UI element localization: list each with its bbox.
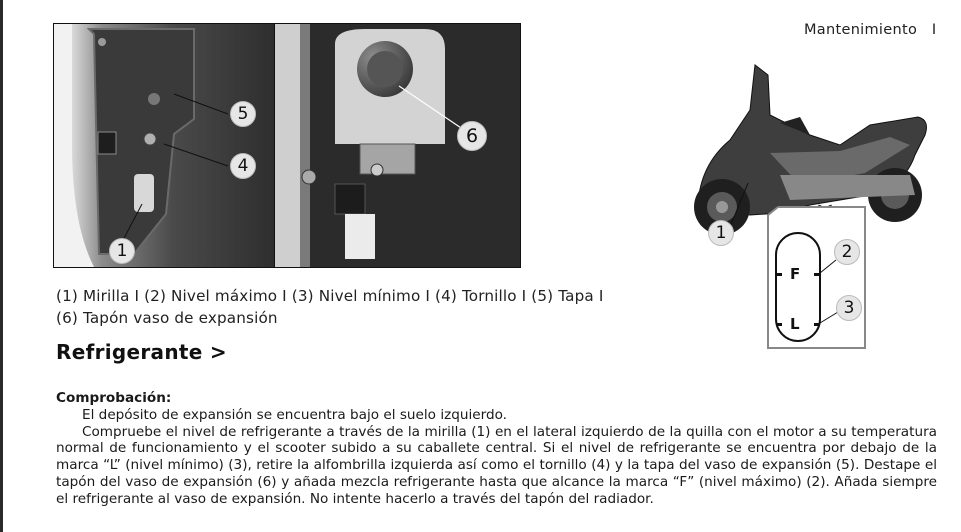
callout-1: 1 <box>109 238 135 264</box>
scooter-callout-3: 3 <box>836 295 862 321</box>
header-section: Mantenimiento <box>804 22 918 38</box>
header-separator: I <box>931 22 937 38</box>
gauge-mark-max: F <box>790 265 801 283</box>
paragraph-location: El depósito de expansión se encuentra bajo el suelo izquierdo. <box>82 406 507 423</box>
paragraph-procedure: Compruebe el nivel de refrigerante a través de la mirilla (1) en el lateral izquierdo de la quilla con el motor a su temperatura normal de funcionamiento y el scooter subido a su caballete central. Si el nivel de refrigerante se encuentra por debajo de la marca “L” (nivel mínimo) (3), retire la alfombrilla izquierda así como el tornillo (4) y la tapa del vaso de expansión (5). Destape el tapón del vaso de expansión (6) y añada mezcla refrigerante hasta que alcance la marca “F” (nivel máximo) (2). Añada siempre el refrigerante al vaso de expansión. No intente hacerlo a través del tapón del radiador. <box>56 423 937 507</box>
photo-expansion-tank <box>275 24 520 267</box>
photo-figure-frame <box>53 23 521 268</box>
body-text <box>56 390 937 508</box>
callout-5: 5 <box>230 101 256 127</box>
figure-legend: (1) Mirilla I (2) Nivel máximo I (3) Nivel mínimo I (4) Tornillo I (5) Tapa I (6) Tapón vaso de expansión <box>56 287 604 327</box>
callout-6: 6 <box>457 121 487 151</box>
subsection-heading: Comprobación: <box>56 390 172 406</box>
scooter-callout-2: 2 <box>834 239 860 265</box>
gauge-mark-min: L <box>790 315 800 333</box>
photo-sight-glass <box>54 24 274 267</box>
scooter-illustration <box>660 55 950 355</box>
scooter-callout-1: 1 <box>708 220 734 246</box>
callout-4: 4 <box>230 153 256 179</box>
page-header <box>804 22 936 38</box>
section-title: Refrigerante > <box>56 340 227 364</box>
page-edge-rule <box>0 0 3 532</box>
